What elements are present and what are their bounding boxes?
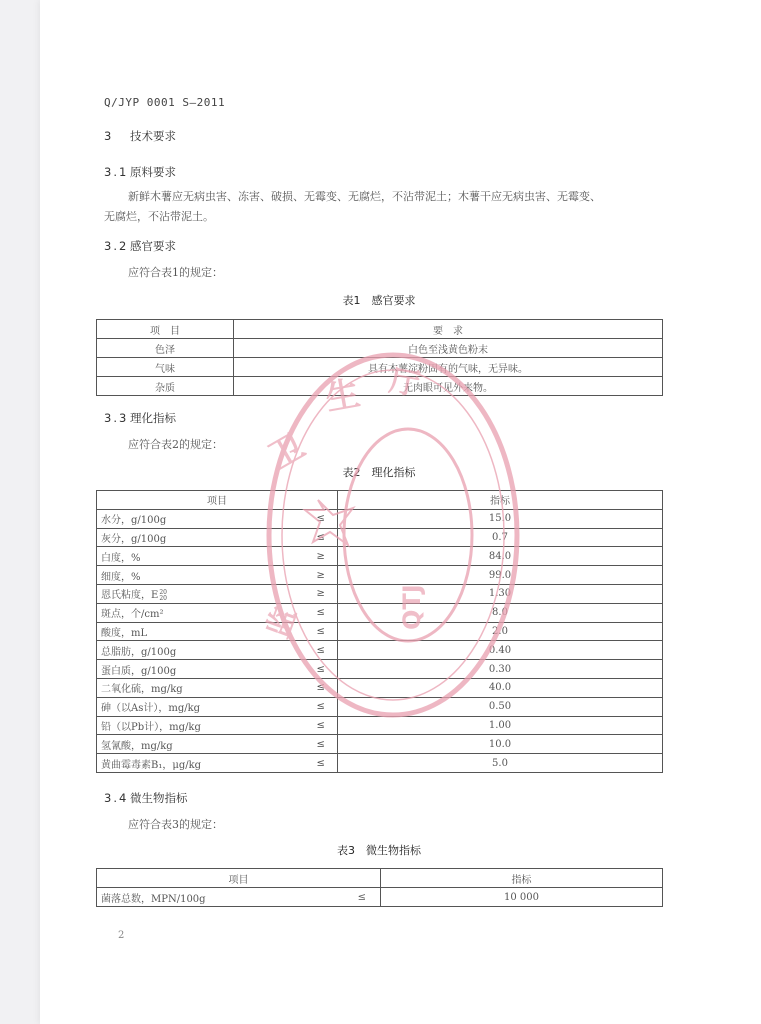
item-name: 酸度，mL: [97, 622, 305, 641]
item-value: 0.7: [338, 528, 663, 547]
table-header-row: [97, 320, 663, 339]
item-name: 白度，%: [97, 547, 305, 566]
item-name-text: 恩氏粘度，E: [101, 590, 159, 602]
section-title: 微生物指标: [130, 791, 188, 805]
section-3-heading: [104, 128, 176, 144]
header-cell-index: 指标: [381, 869, 663, 888]
item-value: 0.50: [338, 697, 663, 716]
micro-intro-text: 应符合表3的规定：: [128, 818, 223, 831]
comparison-symbol: ≤: [305, 716, 338, 735]
superscript: 20: [159, 588, 167, 596]
section-number: 3.3: [104, 411, 129, 425]
table-cell: 具有木薯淀粉固有的气味，无异味。: [234, 358, 663, 377]
item-name: 氢氰酸，mg/kg: [97, 735, 305, 754]
item-value: 10.0: [338, 735, 663, 754]
comparison-symbol: ≤: [305, 509, 338, 528]
item-name: 灰分，g/100g: [97, 528, 305, 547]
table-cell: 杂质: [97, 377, 234, 396]
comparison-symbol: ≥: [305, 547, 338, 566]
section-number: 3.1: [104, 165, 129, 179]
section-number: 3.4: [104, 791, 129, 805]
section-title: 理化指标: [130, 411, 176, 425]
section-title: 感官要求: [130, 239, 176, 253]
item-name: 水分，g/100g: [97, 509, 305, 528]
subscript: 20: [159, 594, 167, 602]
item-value: 0.30: [338, 660, 663, 679]
header-cell-item: 项目: [97, 869, 381, 888]
section-number: 3: [104, 129, 114, 143]
table1-caption-wrap: [96, 292, 662, 308]
item-name: 总脂肪，g/100g: [97, 641, 305, 660]
section-number: 3.2: [104, 239, 129, 253]
svg-text:监: 监: [260, 602, 304, 643]
item-name: 黄曲霉毒素B₁，μg/kg: [97, 754, 305, 773]
header-cell-item: 项目: [97, 491, 338, 510]
item-value: 10 000: [381, 888, 663, 907]
table-row: [97, 754, 663, 773]
comparison-symbol: ≤: [305, 660, 338, 679]
comparison-symbol: ≤: [305, 678, 338, 697]
comparison-symbol: ≤: [305, 641, 338, 660]
section-title: 技术要求: [130, 129, 176, 143]
item-name: 细度，%: [97, 566, 305, 585]
table-cell: 无肉眼可见外来物。: [234, 377, 663, 396]
comparison-symbol: ≥: [305, 566, 338, 585]
comparison-symbol: ≤: [305, 697, 338, 716]
item-value: 0.40: [338, 641, 663, 660]
section-3-3-heading: [104, 410, 176, 426]
header-cell-index: 指标: [338, 491, 663, 510]
table-cell: 气味: [97, 358, 234, 377]
comparison-symbol: ≤: [305, 754, 338, 773]
svg-text:卫: 卫: [262, 426, 312, 478]
table3-caption-wrap: [96, 842, 662, 858]
comparison-symbol: ≤: [305, 735, 338, 754]
physchem-intro-text: 应符合表2的规定：: [128, 438, 223, 451]
comparison-symbol: ≤: [305, 528, 338, 547]
svg-text:生: 生: [322, 373, 364, 419]
item-name: 砷（以As计），mg/kg: [97, 697, 305, 716]
item-value: 99.0: [338, 566, 663, 585]
item-value: 1.00: [338, 716, 663, 735]
svg-text:QTJ: QTJ: [398, 584, 426, 630]
item-name: 铅（以Pb计），mg/kg: [97, 716, 305, 735]
sensory-intro-text: 应符合表1的规定：: [128, 266, 223, 279]
item-value: 15.0: [338, 509, 663, 528]
item-value: 2.0: [338, 622, 663, 641]
item-value: 84.0: [338, 547, 663, 566]
table-row: [97, 735, 663, 754]
item-name: 斑点，个/cm²: [97, 603, 305, 622]
table-row: [97, 888, 663, 907]
item-value: 1.30: [338, 584, 663, 603]
item-name: 菌落总数，MPN/100g: [97, 888, 297, 907]
table1-caption: 表1 感官要求: [342, 294, 416, 307]
microbial-table: [96, 868, 663, 907]
comparison-symbol: ≤: [305, 603, 338, 622]
comparison-symbol: ≥: [305, 584, 338, 603]
table-cell: 色泽: [97, 339, 234, 358]
section-3-4-heading: [104, 790, 188, 806]
standard-code: Q/JYP 0001 S—2011: [104, 96, 226, 109]
table-cell: 白色至浅黄色粉末: [234, 339, 663, 358]
raw-material-text-line2: 无腐烂，不沾带泥土。: [104, 210, 214, 223]
page-number: 2: [118, 930, 125, 941]
comparison-symbol: ≤: [305, 622, 338, 641]
raw-material-text-line1: 新鲜木薯应无病虫害、冻害、破损、无霉变、无腐烂，不沾带泥土；木薯干应无病虫害、无霉变、: [128, 190, 601, 203]
comparison-symbol: ≤: [297, 888, 381, 907]
section-3-2-heading: [104, 238, 176, 254]
item-value: 8.0: [338, 603, 663, 622]
item-value: 40.0: [338, 678, 663, 697]
table2-caption: 表2 理化指标: [342, 466, 416, 479]
item-name: 二氧化硫，mg/kg: [97, 678, 305, 697]
item-name: 蛋白质，g/100g: [97, 660, 305, 679]
svg-text:厅: 厅: [386, 363, 423, 404]
header-cell-requirement: 要 求: [234, 320, 663, 339]
item-value: 5.0: [338, 754, 663, 773]
section-3-1-heading: [104, 164, 176, 180]
official-seal-stamp: [258, 340, 528, 730]
header-cell-item: 项 目: [97, 320, 234, 339]
section-title: 原料要求: [130, 165, 176, 179]
table-header-row: [97, 869, 663, 888]
table3-caption: 表3 微生物指标: [337, 844, 421, 857]
